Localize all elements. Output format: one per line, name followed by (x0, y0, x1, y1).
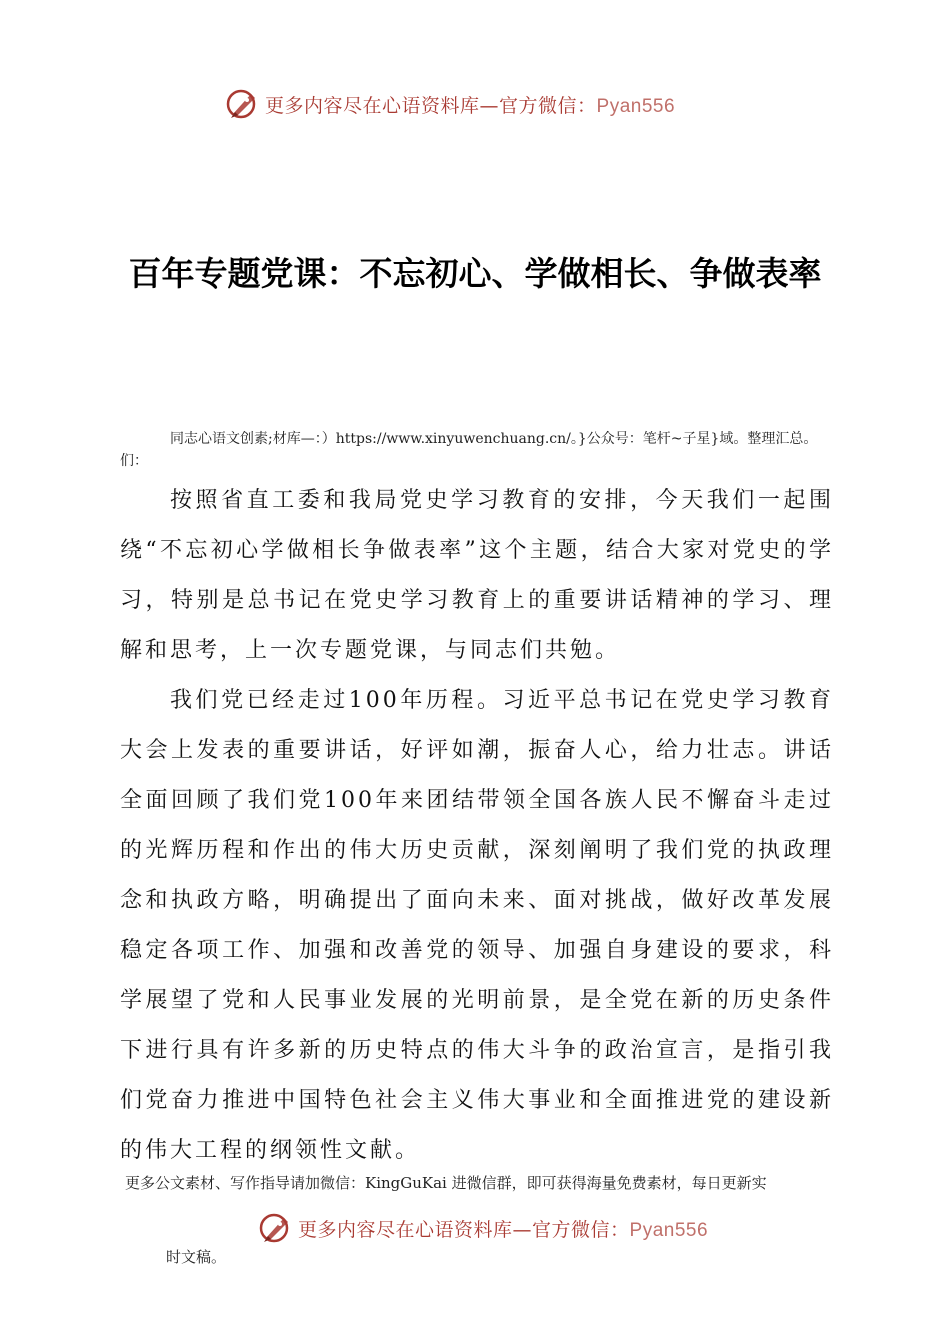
document-title: 百年专题党课：不忘初心、学做相长、争做表率 (128, 254, 822, 293)
source-note: 同志心语文创素;材库—：）https://www.xinyuwenchuang.cn/。}公众号：笔杆~子星}域。整理汇总。们： (120, 431, 818, 469)
header-banner-label: 更多内容尽在心语资料库—官方微信： (265, 94, 597, 117)
footer-banner-text (298, 1215, 708, 1242)
document-body (120, 476, 834, 1176)
footer-banner-label: 更多内容尽在心语资料库—官方微信： (298, 1218, 630, 1241)
header-banner-text (265, 91, 675, 118)
footer-promo-tail: 时文稿。 (166, 1248, 227, 1266)
header-watermark-banner (225, 84, 725, 124)
body-paragraph-2: 我们党已经走过100年历程。习近平总书记在党史学习教育大会上发表的重要讲话，好评如潮，振奋人心，给力壮志。讲话全面回顾了我们党100年来团结带领全国各族人民不懈奋斗走过的光辉历程和作出的伟大历史贡献，深刻阐明了我们党的执政理念和执政方略，明确提出了面向未来、面对挑战，做好改革发展稳定各项工作、加强和改善党的领导、加强自身建设的要求，科学展望了党和人民事业发展的光明前景，是全党在新的历史条件下进行具有许多新的历史特点的伟大斗争的政治宣言，是指引我们党奋力推进中国特色社会主义伟大事业和全面推进党的建设新的伟大工程的纲领性文献。 (120, 688, 834, 1163)
body-paragraph-1: 按照省直工委和我局党史学习教育的安排，今天我们一起围绕“不忘初心学做相长争做表率”这个主题，结合大家对党史的学习，特别是总书记在党史学习教育上的重要讲话精神的学习、理解和思考，上一次专题党课，与同志们共勉。 (120, 488, 834, 663)
footer-watermark-banner (258, 1208, 758, 1248)
footer-promo-text: 更多公文素材、写作指导请加微信：KingGuKai 进微信群，即可获得海量免费素材，每日更新实 (125, 1174, 767, 1192)
header-banner-wechat-id: Pyan556 (596, 95, 676, 117)
pen-nib-logo-icon (225, 86, 261, 122)
footer-banner-wechat-id: Pyan556 (629, 1219, 709, 1241)
pen-nib-logo-icon (258, 1210, 294, 1246)
